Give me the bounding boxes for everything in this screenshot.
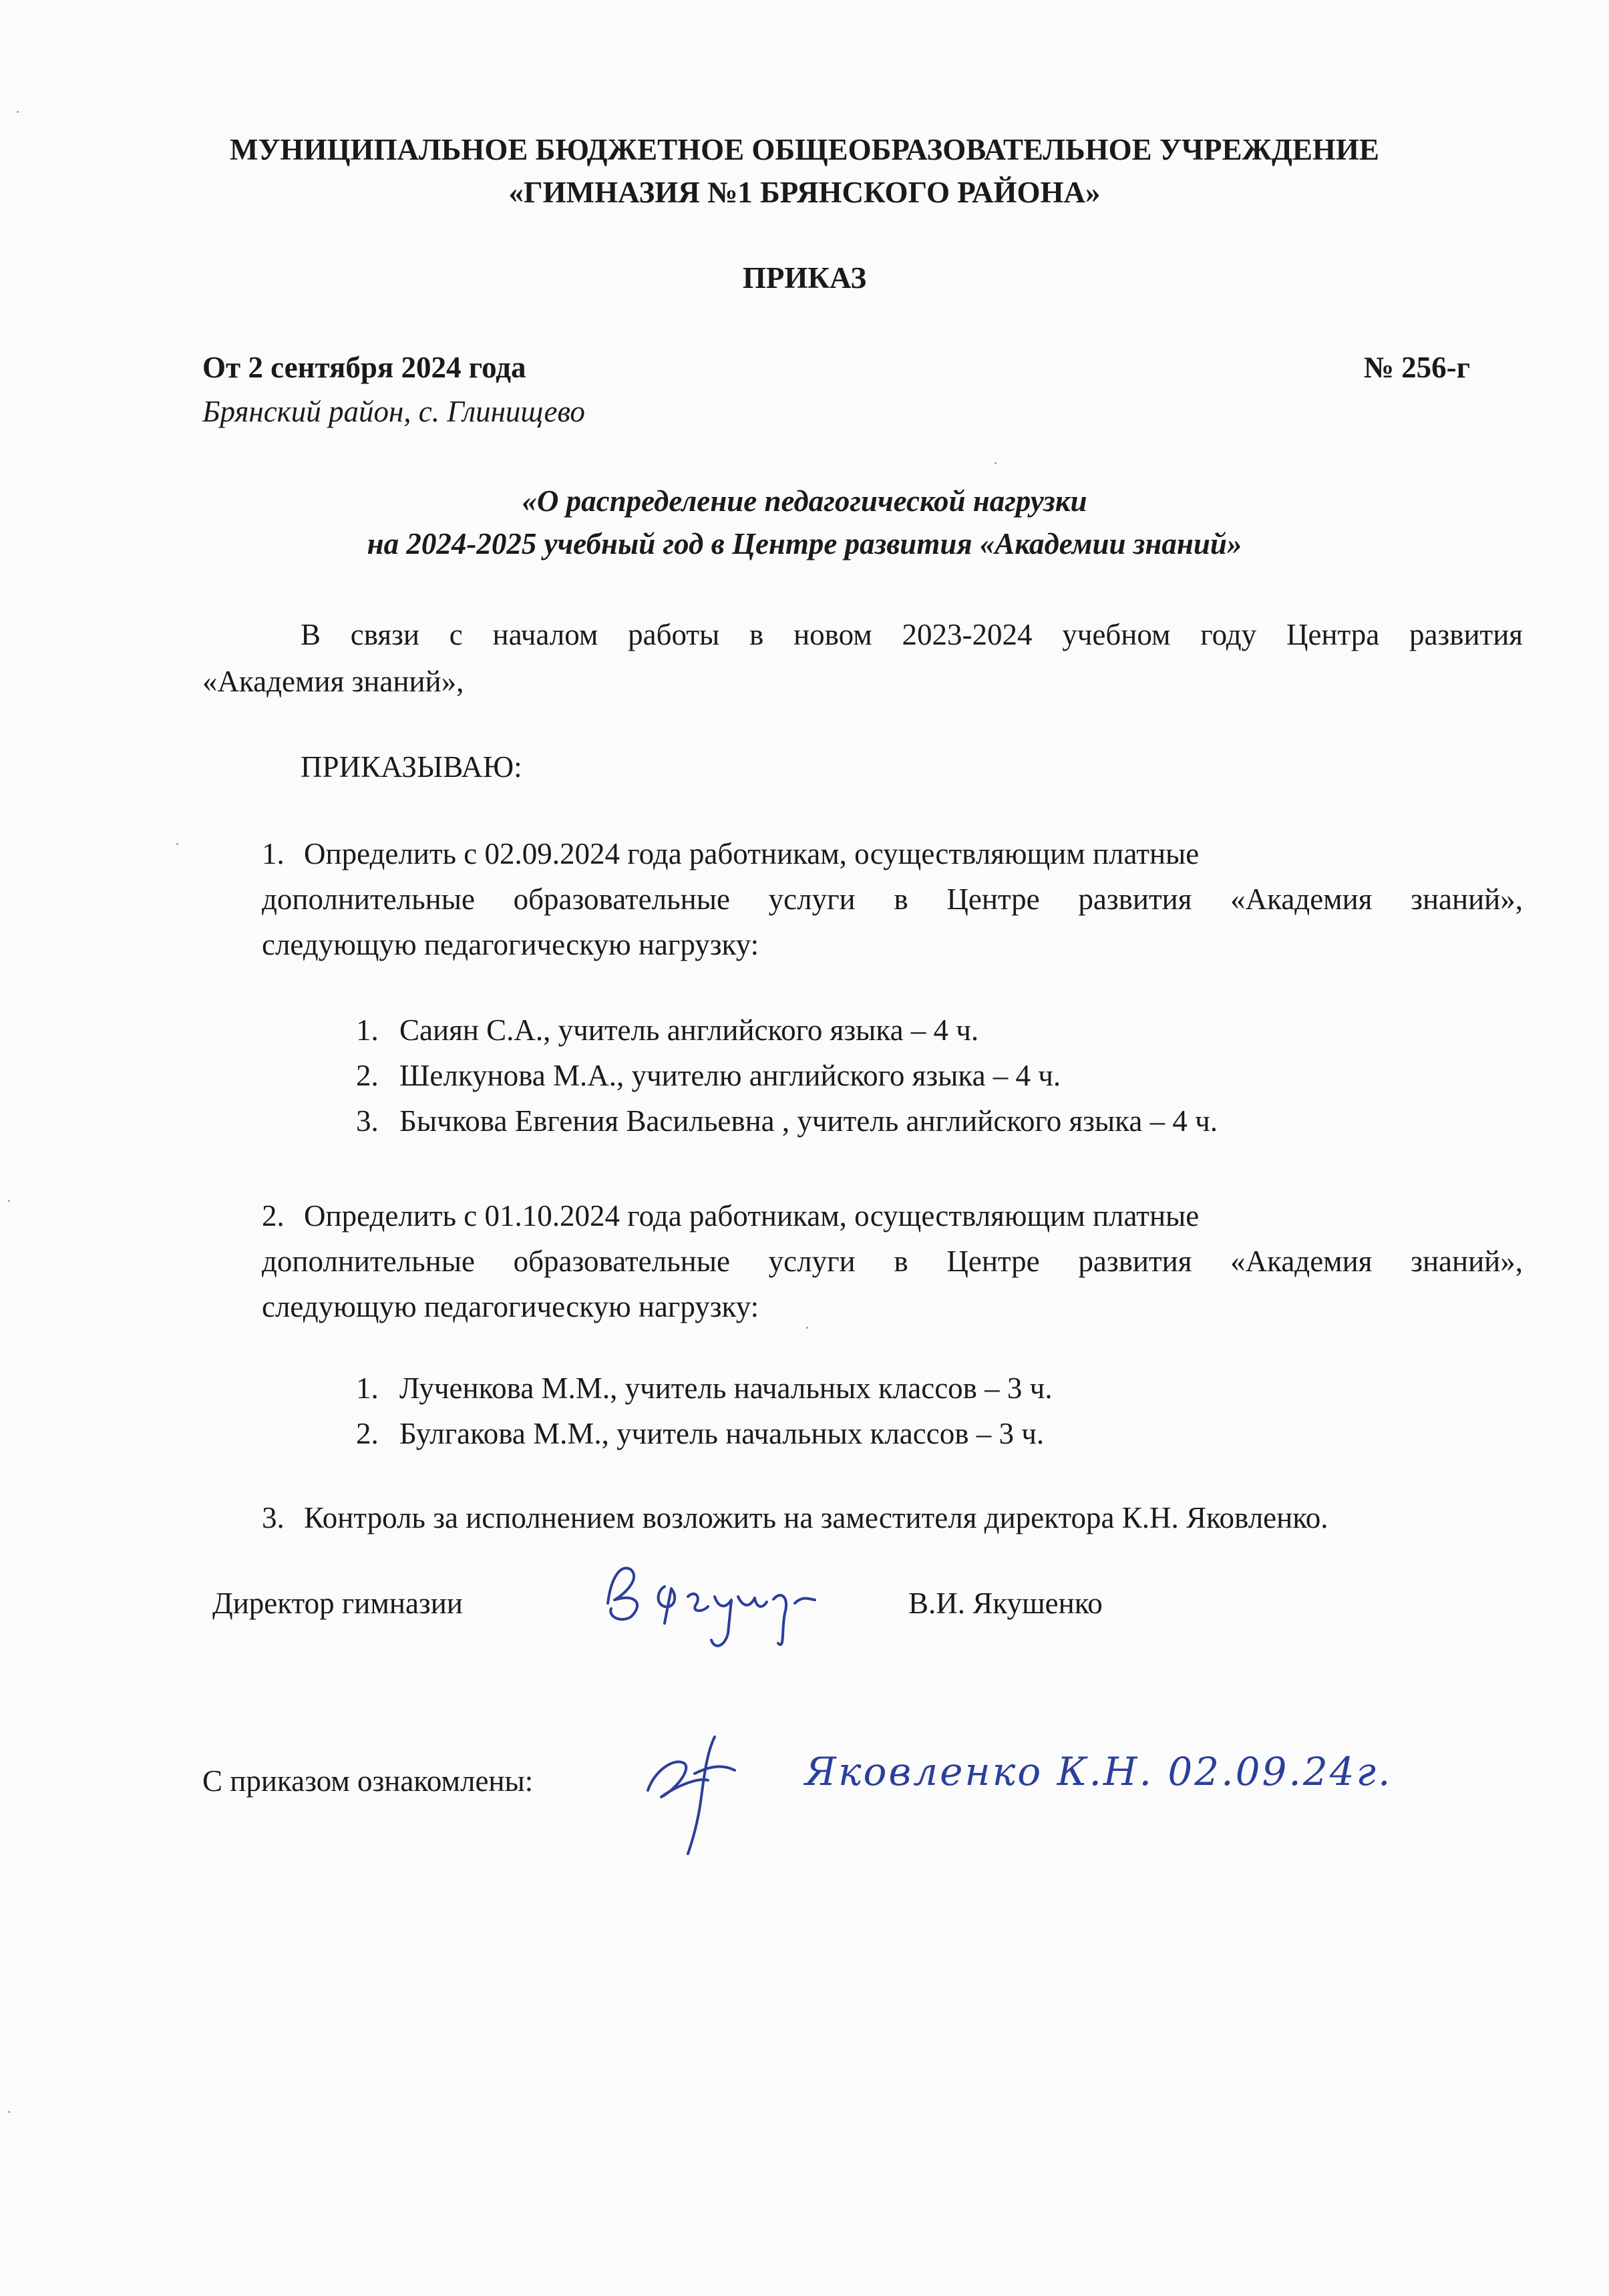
- item-number: 1.: [262, 837, 285, 870]
- staff-number: 1.: [356, 1013, 379, 1047]
- director-signature-image: [594, 1550, 888, 1663]
- item-text-line3: следующую педагогическую нагрузку:: [262, 1290, 759, 1323]
- institution-name-line2: «ГИМНАЗИЯ №1 БРЯНСКОГО РАЙОНА»: [508, 176, 1101, 209]
- item-text-line1: Контроль за исполнением возложить на заместителя директора К.Н. Яковленко.: [304, 1501, 1328, 1534]
- signatory-title: Директор гимназии: [212, 1587, 463, 1620]
- staff-entry: Лученкова М.М., учитель начальных классов – 3 ч.: [399, 1371, 1053, 1405]
- item-text-line2: дополнительные образовательные услуги в Центре развития «Академия знаний»,: [262, 1245, 1523, 1278]
- item-text-line3: следующую педагогическую нагрузку:: [262, 928, 759, 961]
- staff-number: 1.: [356, 1371, 379, 1405]
- staff-number: 2.: [356, 1059, 379, 1092]
- acknowledged-label: С приказом ознакомлены:: [202, 1764, 534, 1798]
- intro-line1: В связи с началом работы в новом 2023-2024 учебном году Центра развития: [301, 618, 1523, 651]
- intro-line2: «Академия знаний»,: [202, 665, 464, 698]
- order-date: От 2 сентября 2024 года: [202, 351, 526, 384]
- staff-entry: Бычкова Евгения Васильевна , учитель английского языка – 4 ч.: [399, 1104, 1218, 1138]
- item-number: 2.: [262, 1199, 285, 1233]
- staff-entry: Булгакова М.М., учитель начальных классов – 3 ч.: [399, 1417, 1045, 1450]
- staff-number: 2.: [356, 1417, 379, 1450]
- subject-line2: на 2024-2025 учебный год в Центре развития «Академии знаний»: [367, 527, 1242, 560]
- order-word: ПРИКАЗЫВАЮ:: [301, 750, 522, 784]
- scan-speck: [995, 462, 997, 464]
- acknowledgement-initials-signature: [635, 1710, 768, 1864]
- item-number: 3.: [262, 1501, 285, 1534]
- acknowledgement-handwritten: Яковленко К.Н. 02.09.24г.: [805, 1749, 1393, 1794]
- item-text-line2: дополнительные образовательные услуги в Центре развития «Академия знаний»,: [262, 882, 1523, 916]
- scan-speck: [8, 1200, 10, 1202]
- staff-entry: Саиян С.А., учитель английского языка – 4 ч.: [399, 1013, 979, 1047]
- scan-speck: [17, 111, 19, 113]
- item-text-line1: Определить с 01.10.2024 года работникам, осуществляющим платные: [304, 1199, 1200, 1233]
- scan-speck: [806, 1327, 808, 1329]
- staff-entry: Шелкунова М.А., учителю английского языка – 4 ч.: [399, 1059, 1061, 1092]
- order-place: Брянский район, с. Глинищево: [202, 395, 585, 428]
- document-type: ПРИКАЗ: [742, 261, 867, 295]
- signatory-name: В.И. Якушенко: [908, 1587, 1103, 1620]
- item-text-line1: Определить с 02.09.2024 года работникам, осуществляющим платные: [304, 837, 1200, 870]
- staff-number: 3.: [356, 1104, 379, 1138]
- order-number: № 256-г: [1363, 351, 1470, 384]
- scan-speck: [8, 2111, 10, 2113]
- subject-line1: «О распределение педагогической нагрузки: [522, 484, 1087, 518]
- institution-name-line1: МУНИЦИПАЛЬНОЕ БЮДЖЕТНОЕ ОБЩЕОБРАЗОВАТЕЛЬНОЕ УЧРЕЖДЕНИЕ: [230, 133, 1379, 166]
- scan-speck: [176, 843, 178, 845]
